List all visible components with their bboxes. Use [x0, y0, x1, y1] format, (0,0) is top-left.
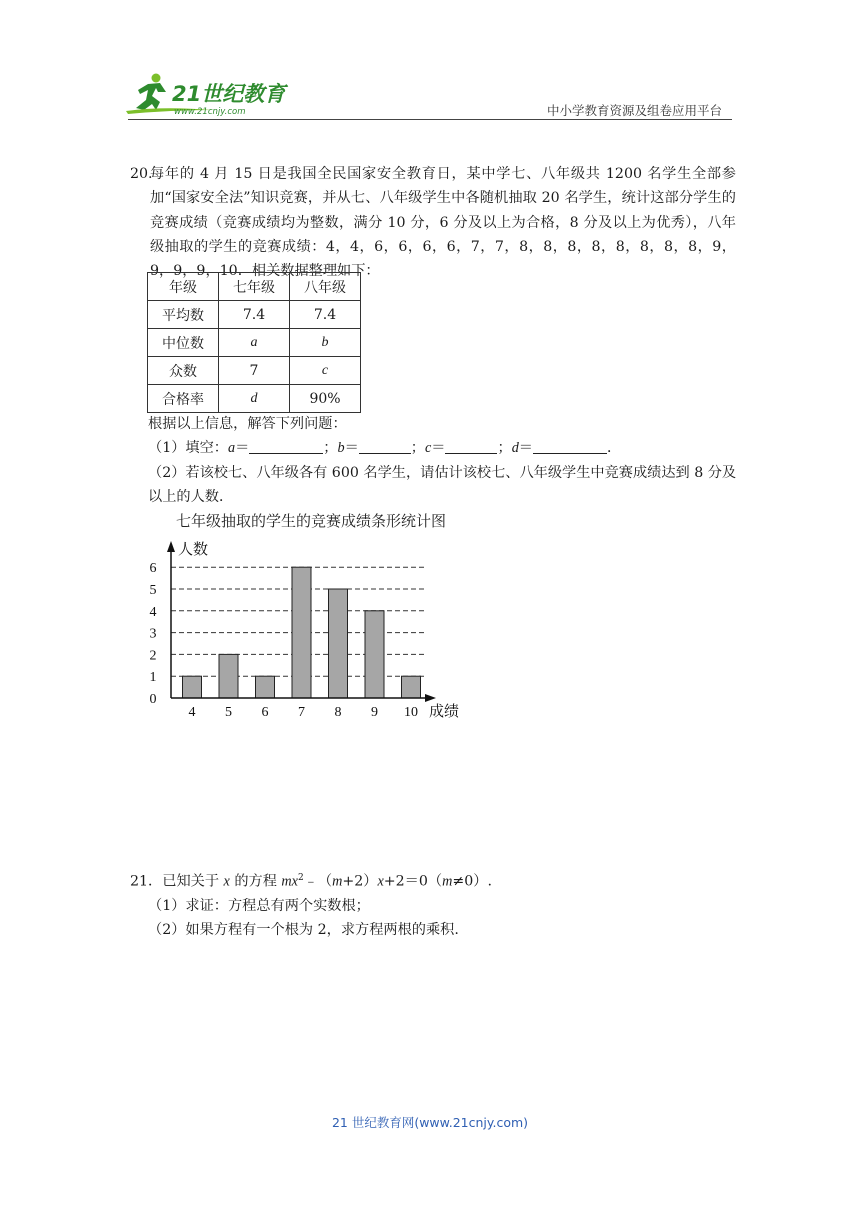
question-21-part-1: （1）求证：方程总有两个实数根；	[148, 897, 370, 914]
y-tick-label: 5	[149, 583, 157, 598]
x-axis-label: 成绩	[429, 702, 460, 720]
var-mx: mx	[281, 873, 298, 890]
part-2: （2）若该校七、八年级各有 600 名学生，请估计该校七、八年级学生中竞赛成绩达到 8 分及以上的人数．	[148, 464, 737, 505]
question-20	[130, 162, 736, 283]
var-d: d	[511, 440, 519, 457]
y-axis-arrow	[167, 541, 175, 552]
equals: ＝	[431, 440, 446, 457]
table-header-cell: 年级	[148, 273, 219, 301]
question-20-parts	[148, 412, 738, 509]
table-cell: 众数	[148, 357, 219, 385]
bar	[183, 676, 202, 698]
table-cell: 合格率	[148, 385, 219, 413]
y-tick-label: 1	[149, 670, 157, 686]
y-axis-label: 人数	[178, 540, 209, 558]
bar	[219, 654, 238, 698]
question-21-stem	[130, 866, 736, 894]
table-header-cell: 八年级	[290, 273, 361, 301]
x-tick-label: 5	[225, 705, 232, 720]
text-run: 的方程	[229, 873, 282, 890]
table-cell: 平均数	[148, 301, 219, 329]
y-tick-label: 6	[149, 561, 157, 577]
bar	[365, 611, 384, 698]
var-a: a	[227, 440, 236, 457]
var-m: m	[442, 873, 453, 890]
period: ．	[606, 440, 622, 457]
x-tick-label: 7	[298, 705, 305, 720]
table-row	[148, 357, 361, 385]
var-x: x	[223, 873, 230, 890]
var-b: b	[337, 440, 345, 457]
part-1	[148, 436, 738, 460]
x-tick-label: 10	[404, 705, 418, 720]
bar	[402, 676, 421, 698]
question-21	[130, 866, 736, 942]
var-c: c	[424, 440, 432, 457]
x-axis-arrow	[425, 694, 436, 702]
chart-title: 七年级抽取的学生的竞赛成绩条形统计图	[176, 512, 447, 530]
question-number: 21．	[130, 873, 163, 890]
table-row	[148, 385, 361, 413]
part-1-prefix: （1）填空：	[148, 440, 228, 457]
header-divider	[128, 119, 732, 120]
x-tick-label: 6	[261, 705, 269, 720]
question-21-part-2: （2）如果方程有一个根为 2，求方程两根的乘积.	[148, 921, 459, 938]
bar	[329, 589, 348, 698]
question-text: 每年的 4 月 15 日是我国全民国家安全教育日，某中学七、八年级共 1200 名学生全部参加“国家安全法”知识竞赛，并从七、八年级学生中各随机抽取 20 名学生，统计这部分学生的竞赛成绩（竞赛成绩均为整数，满分 10 分，6 分及以上为合格，8 分及以上为优秀），八年级抽取的学生的竞赛成绩：4，4，6，6，6，6，7，7，8，8，8，8，8，8，8，8，9，9，9，9，10．相关数据整理如下：	[150, 166, 736, 280]
exponent: 2	[297, 873, 304, 883]
table-cell: 90%	[290, 385, 361, 413]
stats-table	[147, 272, 361, 413]
table-cell: d	[219, 385, 290, 413]
platform-name: 中小学教育资源及组卷应用平台	[546, 103, 722, 118]
table-cell: 7.4	[290, 301, 361, 329]
footer-link[interactable]: 21 世纪教育网(www.21cnjy.com)	[331, 1115, 529, 1130]
question-number: 20.	[130, 166, 153, 182]
separator: ；	[410, 440, 425, 457]
logo-text: 21世纪教育	[172, 82, 286, 106]
y-tick-label: 3	[149, 626, 157, 642]
table-row	[148, 329, 361, 357]
var-x: x	[377, 873, 384, 890]
equals: ＝	[518, 440, 533, 457]
bar	[256, 676, 275, 698]
x-tick-label: 8	[334, 705, 342, 720]
site-logo	[122, 70, 292, 118]
table-cell: a	[219, 329, 290, 357]
separator: ；	[323, 440, 338, 457]
bar-chart	[140, 535, 480, 725]
text-run: +2）	[342, 873, 378, 890]
table-cell: 7	[219, 357, 290, 385]
x-tick-label: 9	[371, 705, 378, 720]
equals: ＝	[235, 440, 250, 457]
equals: ＝	[344, 440, 359, 457]
blank-c	[445, 439, 497, 454]
text-run: ﹣（	[303, 873, 333, 890]
table-cell: 7.4	[219, 301, 290, 329]
logo-url: www.21cnjy.com	[174, 107, 246, 117]
bar	[292, 567, 311, 698]
x-tick-label: 4	[188, 705, 196, 720]
table-header-cell: 七年级	[219, 273, 290, 301]
var-m: m	[332, 873, 343, 890]
intro-text: 根据以上信息，解答下列问题：	[148, 416, 347, 432]
y-tick-label: 0	[149, 692, 157, 707]
table-row	[148, 301, 361, 329]
table-cell: c	[290, 357, 361, 385]
y-tick-label: 2	[149, 648, 157, 664]
y-tick-label: 4	[149, 604, 157, 620]
text-run: 已知关于	[162, 873, 224, 890]
text-run: ≠0）.	[452, 873, 492, 890]
blank-d	[533, 439, 607, 454]
separator: ；	[497, 440, 512, 457]
table-cell: b	[290, 329, 361, 357]
table-cell: 中位数	[148, 329, 219, 357]
text-run: +2＝0（	[383, 873, 443, 890]
table-header-row	[148, 273, 361, 301]
blank-b	[359, 439, 411, 454]
blank-a	[249, 439, 323, 454]
